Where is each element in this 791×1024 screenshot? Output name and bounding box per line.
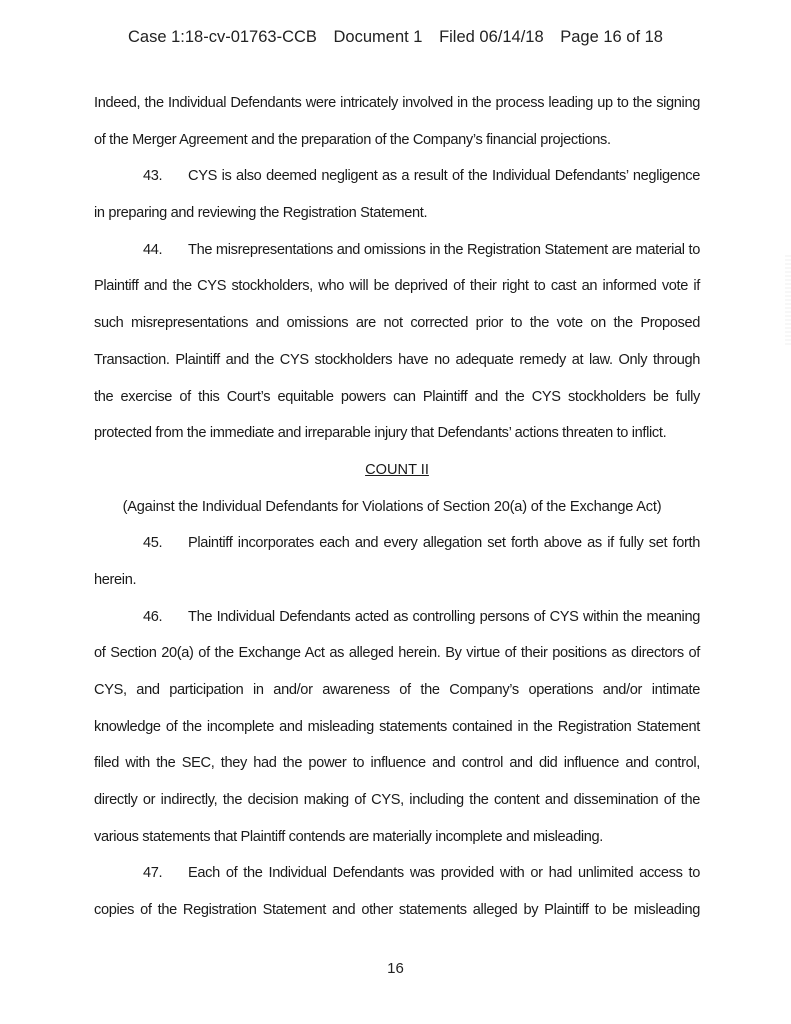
body-line: in preparing and reviewing the Registration Statement. <box>94 205 428 222</box>
body-line: the exercise of this Court’s equitable powers can Plaintiff and the CYS stockholders be fully <box>94 388 700 405</box>
page-indicator: Page 16 of 18 <box>560 28 663 46</box>
body-line: of the Merger Agreement and the preparation of the Company’s financial projections. <box>94 131 611 148</box>
document-body <box>94 85 700 929</box>
page-number-footer: 16 <box>387 960 404 977</box>
body-line: directly or indirectly, the decision making of CYS, including the content and dissemination of the <box>94 792 700 809</box>
body-line: The Individual Defendants acted as controlling persons of CYS within the meaning <box>188 608 700 625</box>
paragraph-47-first-line <box>94 855 700 892</box>
document-number: Document 1 <box>333 28 423 46</box>
case-number: Case 1:18-cv-01763-CCB <box>127 28 317 46</box>
body-line: of Section 20(a) of the Exchange Act as alleged herein. By virtue of their positions as directors of <box>94 645 700 662</box>
paragraph-number: 45. <box>143 535 163 552</box>
scan-artifact <box>785 255 791 345</box>
body-line: such misrepresentations and omissions are not corrected prior to the vote on the Proposed <box>94 315 700 332</box>
body-line: Each of the Individual Defendants was provided with or had unlimited access to <box>188 865 700 882</box>
body-line: Indeed, the Individual Defendants were intricately involved in the process leading up to the signing <box>94 95 700 111</box>
case-header <box>0 28 791 47</box>
paragraph-number: 44. <box>143 241 163 258</box>
count-heading: COUNT II <box>365 461 429 478</box>
body-line: protected from the immediate and irreparable injury that Defendants’ actions threaten to inflict. <box>94 425 667 442</box>
body-line: CYS, and participation in and/or awareness of the Company’s operations and/or intimate <box>94 682 700 698</box>
body-line: The misrepresentations and omissions in the Registration Statement are material to <box>188 241 700 258</box>
body-line: Transaction. Plaintiff and the CYS stockholders have no adequate remedy at law. Only through <box>94 351 700 368</box>
body-line: herein. <box>94 571 137 588</box>
body-line: Plaintiff incorporates each and every allegation set forth above as if fully set forth <box>188 535 700 552</box>
paragraph-number: 46. <box>143 608 163 625</box>
count-subheading: (Against the Individual Defendants for Violations of Section 20(a) of the Exchange Act) <box>122 498 662 515</box>
paragraph-45-first-line <box>94 525 700 562</box>
paragraph-number: 43. <box>143 168 163 185</box>
filed-date: Filed 06/14/18 <box>439 28 544 46</box>
paragraph-number: 47. <box>143 865 163 882</box>
paragraph-43-first-line <box>94 158 700 195</box>
body-line: various statements that Plaintiff contends are materially incomplete and misleading. <box>94 828 603 845</box>
body-line: knowledge of the incomplete and misleading statements contained in the Registration Statement <box>94 718 700 735</box>
body-line: CYS is also deemed negligent as a result of the Individual Defendants’ negligence <box>188 168 700 185</box>
paragraph-46-first-line <box>94 599 700 636</box>
body-line: copies of the Registration Statement and other statements alleged by Plaintiff to be misleading <box>94 902 700 919</box>
body-line: Plaintiff and the CYS stockholders, who will be deprived of their right to cast an informed vote if <box>94 278 700 295</box>
body-line: filed with the SEC, they had the power to influence and control and did influence and control, <box>94 755 700 772</box>
paragraph-44-first-line <box>94 232 700 269</box>
